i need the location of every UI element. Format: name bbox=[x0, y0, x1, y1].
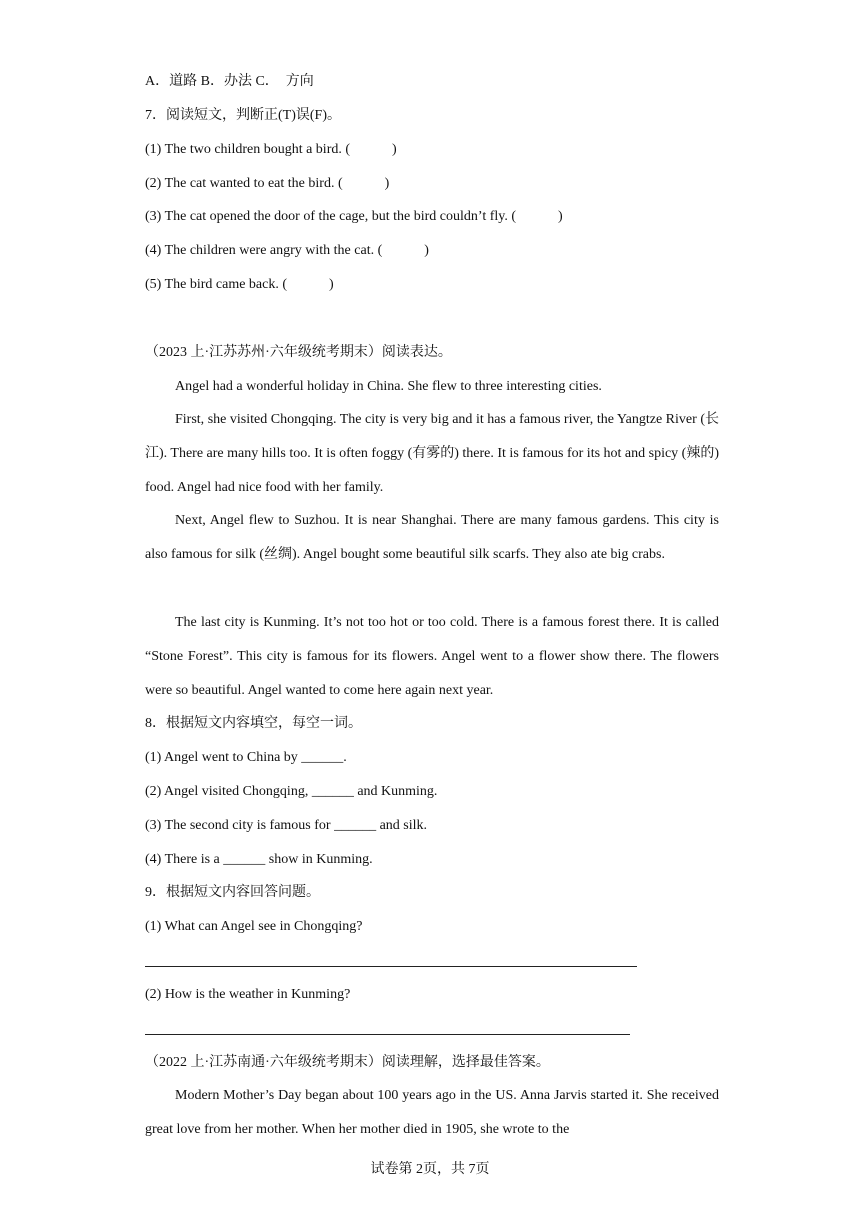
q9-item-2: (2) How is the weather in Kunming? bbox=[145, 987, 351, 1002]
q7-item-1: (1) The two children bought a bird. ( ) bbox=[145, 142, 397, 157]
answer-line-2 bbox=[145, 1034, 630, 1035]
passage1-header: （2023 上·江苏苏州·六年级统考期末）阅读表达。 bbox=[145, 345, 452, 360]
answer-line-1 bbox=[145, 966, 637, 967]
q8-item-1: (1) Angel went to China by ______. bbox=[145, 750, 347, 765]
passage1-paragraph-2: First, she visited Chongqing. The city is very big and it has a famous river, the Yangtze River (长江). There are many hills too. It is often foggy (有雾的) there. It is famous for its hot and spicy (辣的) food. Angel had nice food with her family. bbox=[145, 412, 720, 495]
q8-item-3: (3) The second city is famous for ______ and silk. bbox=[145, 818, 428, 833]
q9-title: 9．根据短文内容回答问题。 bbox=[145, 885, 320, 900]
q7-item-3: (3) The cat opened the door of the cage, but the bird couldn’t fly. ( ) bbox=[145, 209, 563, 224]
passage2-paragraph-1: Modern Mother’s Day began about 100 years ago in the US. Anna Jarvis started it. She received great love from her mother. When her mother died in 1905, she wrote to the bbox=[145, 1088, 719, 1137]
q7-item-5: (5) The bird came back. ( ) bbox=[145, 277, 334, 292]
passage2-header: （2022 上·江苏南通·六年级统考期末）阅读理解，选择最佳答案。 bbox=[145, 1055, 550, 1070]
q8-item-4: (4) There is a ______ show in Kunming. bbox=[145, 852, 373, 867]
q7-title: 7．阅读短文，判断正(T)误(F)。 bbox=[145, 108, 341, 123]
q8-title: 8．根据短文内容填空，每空一词。 bbox=[145, 716, 362, 731]
passage1-paragraph-1: Angel had a wonderful holiday in China. She flew to three interesting cities. bbox=[175, 379, 602, 394]
passage1-paragraph-3: Next, Angel flew to Suzhou. It is near Shanghai. There are many famous gardens. This city is also famous for silk (丝绸). Angel bought some beautiful silk scarfs. They also ate big crabs. bbox=[145, 513, 719, 562]
q8-item-2: (2) Angel visited Chongqing, ______ and Kunming. bbox=[145, 784, 438, 799]
q7-item-4: (4) The children were angry with the cat. ( ) bbox=[145, 243, 429, 258]
page-footer: 试卷第 2页，共 7页 bbox=[370, 1162, 490, 1177]
q7-item-2: (2) The cat wanted to eat the bird. ( ) bbox=[145, 176, 390, 191]
q9-item-1: (1) What can Angel see in Chongqing? bbox=[145, 919, 363, 934]
passage1-paragraph-4: The last city is Kunming. It’s not too hot or too cold. There is a famous forest there. It is called “Stone Forest”. This city is famous for its flowers. Angel went to a flower show there. The flowers were so beautiful. Angel wanted to come here again next year. bbox=[145, 615, 719, 698]
q6-options: A．道路 B．办法 C． 方向 bbox=[145, 74, 314, 89]
